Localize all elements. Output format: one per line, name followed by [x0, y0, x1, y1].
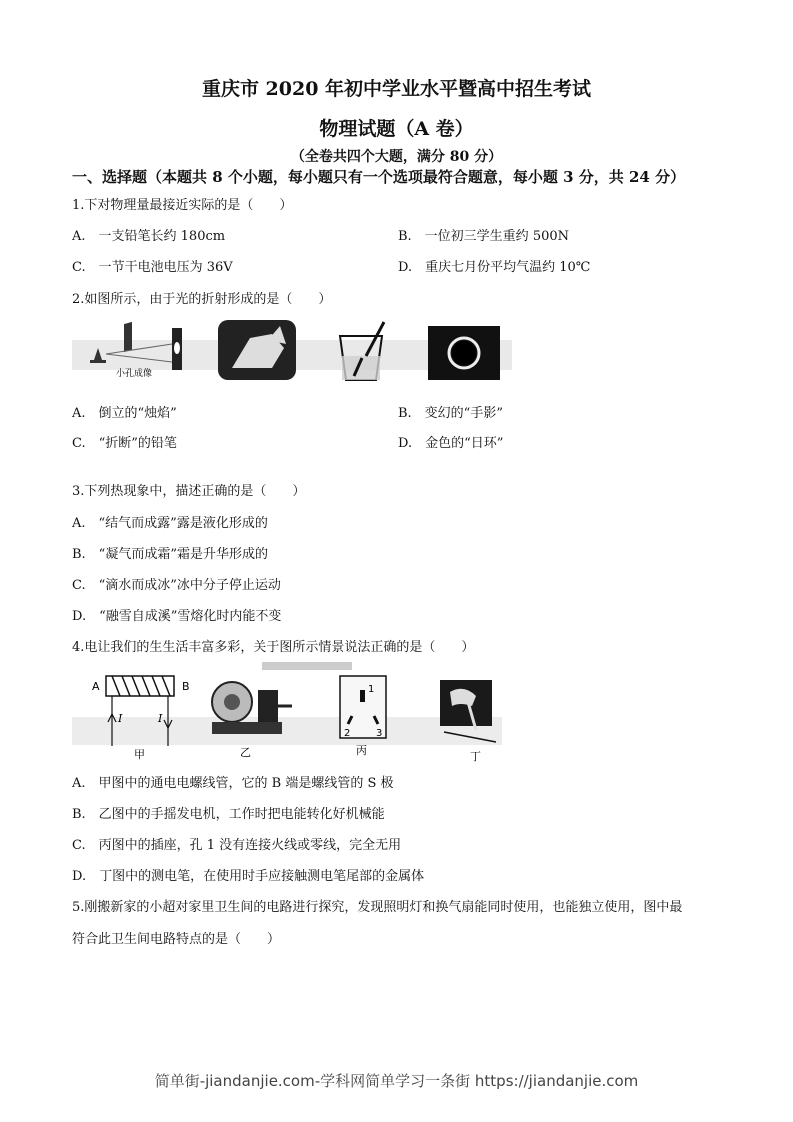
caption-jia: 甲: [134, 748, 145, 761]
hole-label-1: 1: [368, 684, 375, 695]
label-a: A: [92, 680, 100, 693]
caption-ding: 丁: [470, 750, 481, 762]
q4-figure: [72, 662, 502, 762]
caption-yi: 乙: [240, 746, 251, 759]
q3-option-a: A. “结气而成露”露是液化形成的: [72, 516, 268, 531]
q5-stem-line1: 5.刚搬新家的小超对家里卫生间的电路进行探究，发现照明灯和换气扇能同时使用，也能独立使用，图中最: [72, 900, 683, 915]
page-footer: 简单街-jiandanjie.com-学科网简单学习一条街 https://jiandanjie.com: [154, 1072, 639, 1090]
solar-eclipse-image: [428, 326, 500, 380]
q2-option-b: B. 变幻的“手影”: [398, 406, 503, 421]
hand-shadow-image: [218, 320, 296, 380]
q1-option-a: A. 一支铅笔长约 180cm: [72, 229, 226, 244]
hole-label-2: 2: [344, 728, 351, 739]
q1-option-d: D. 重庆七月份平均气温约 10℃: [398, 260, 591, 275]
q3-option-c: C. “滴水而成冰”冰中分子停止运动: [72, 578, 281, 593]
q3-option-d: D. “融雪自成溪”雪熔化时内能不变: [72, 609, 282, 624]
q2-option-c: C. “折断”的铅笔: [72, 436, 177, 451]
q1-option-b: B. 一位初三学生重约 500N: [398, 229, 570, 244]
exam-title: 重庆市 2020 年初中学业水平暨高中招生考试: [201, 78, 592, 100]
q1-option-c: C. 一节干电池电压为 36V: [72, 260, 233, 275]
section-heading: 一、选择题（本题共 8 个小题，每小题只有一个选项最符合题意，每小题 3 分，共 24 分）: [72, 168, 686, 186]
q4-option-c: C. 丙图中的插座，孔 1 没有连接火线或零线，完全无用: [72, 838, 402, 853]
hand-generator-image: [212, 682, 292, 734]
q2-option-d: D. 金色的“日环”: [398, 436, 504, 451]
q2-figure-svg: [72, 318, 512, 384]
q3-stem: 3.下列热现象中，描述正确的是（ ）: [72, 484, 306, 499]
q2-figure: [72, 318, 512, 384]
pinhole-caption: 小孔成像: [116, 369, 153, 379]
current-label-right: I: [158, 712, 163, 725]
q4-option-a: A. 甲图中的通电电螺线管，它的 B 端是螺线管的 S 极: [72, 776, 394, 791]
q4-option-d: D. 丁图中的测电笔，在使用时手应接触测电笔尾部的金属体: [72, 869, 425, 884]
caption-bing: 丙: [356, 744, 367, 757]
q3-option-b: B. “凝气而成霜”霜是升华形成的: [72, 547, 268, 562]
q5-stem-line2: 符合此卫生间电路特点的是（ ）: [72, 932, 281, 947]
q4-option-b: B. 乙图中的手摇发电机，工作时把电能转化好机械能: [72, 807, 385, 822]
label-b: B: [182, 680, 190, 693]
current-label-left: I: [118, 712, 123, 725]
q2-option-a: A. 倒立的“烛焰”: [72, 406, 177, 421]
exam-note: （全卷共四个大题，满分 80 分）: [290, 149, 503, 165]
hole-label-3: 3: [376, 728, 383, 739]
exam-subtitle: 物理试题（A 卷）: [319, 118, 474, 140]
q4-stem: 4.电让我们的生生活丰富多彩，关于图所示情景说法正确的是（ ）: [72, 640, 475, 655]
q1-stem: 1.下对物理量最接近实际的是（ ）: [72, 198, 293, 213]
q4-figure-svg: [72, 662, 502, 762]
q2-stem: 2.如图所示，由于光的折射形成的是（ ）: [72, 292, 332, 307]
